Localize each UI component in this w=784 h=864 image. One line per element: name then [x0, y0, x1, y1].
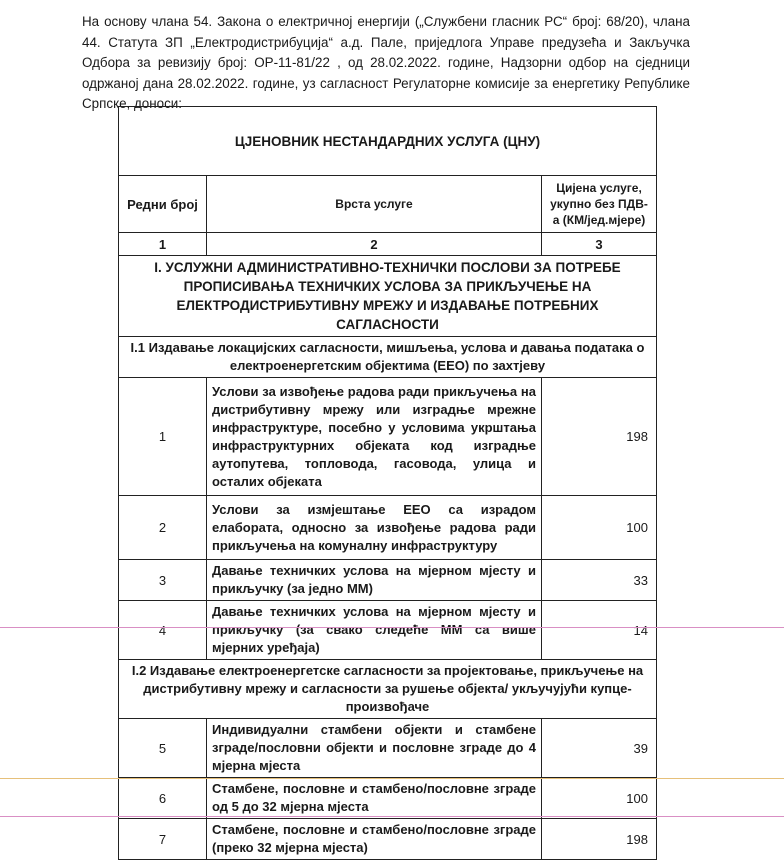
- row-number: 1: [119, 378, 207, 496]
- page-guide-line: [0, 816, 784, 817]
- row-description: Стамбене, пословне и стамбено/пословне зграде од 5 до 32 мјерна мјеста: [207, 778, 542, 819]
- row-price: 198: [542, 819, 657, 860]
- row-number: 2: [119, 496, 207, 560]
- subsection-row: [119, 660, 657, 719]
- row-price: 100: [542, 778, 657, 819]
- row-price: 14: [542, 601, 657, 660]
- row-description: Давање техничких услова на мјерном мјесту и прикључку (за свако следеће ММ са више мјерних уређаја): [207, 601, 542, 660]
- subsection-row: [119, 337, 657, 378]
- row-description: Индивидуални стамбени објекти и стамбене зграде/пословни објекти и пословне зграде до 4 мјерна мјеста: [207, 719, 542, 778]
- col-number: 2: [207, 233, 542, 256]
- price-list-table: [118, 106, 657, 860]
- row-price: 39: [542, 719, 657, 778]
- row-price: 198: [542, 378, 657, 496]
- row-description: Услови за измјештање ЕЕО са израдом елабората, односно за извођење радова ради прикључења на комуналну инфраструктуру: [207, 496, 542, 560]
- row-number: 5: [119, 719, 207, 778]
- section-row: [119, 256, 657, 337]
- col-number: 3: [542, 233, 657, 256]
- page-guide-line: [0, 778, 784, 779]
- row-price: 33: [542, 560, 657, 601]
- intro-paragraph: На основу члана 54. Закона о електричној енергији („Службени гласник РС“ број: 68/20), члана 44. Статута ЗП „Електродистрибуција“ а.д. Пале, приједлога Управе предузећа и Закључка Одбора за ревизију број: ОР-11-81/22 , од 28.02.2022. године, Надзорни одбор на сједници одржаној дана 28.02.2022. године, уз сагласност Регулаторне комисије за енергетику Републике Српске, доноси:: [82, 14, 690, 111]
- section-title: I. УСЛУЖНИ АДМИНИСТРАТИВНО-ТЕХНИЧКИ ПОСЛОВИ ЗА ПОТРЕБЕ ПРОПИСИВАЊА ТЕХНИЧКИХ УСЛОВА ЗА ПРИКЉУЧЕЊЕ НА ЕЛЕКТРОДИСТРИБУТИВНУ МРЕЖУ И ИЗДАВАЊЕ ПОТРЕБНИХ САГЛАСНОСТИ: [119, 256, 657, 337]
- table-title: ЦЈЕНОВНИК НЕСТАНДАРДНИХ УСЛУГА (ЦНУ): [119, 107, 657, 176]
- row-description: Стамбене, пословне и стамбено/пословне зграде (преко 32 мјерна мјеста): [207, 819, 542, 860]
- table-row: [119, 496, 657, 560]
- subsection-title: I.2 Издавање електроенергетске сагласности за пројектовање, прикључење на дистрибутивну мрежу и сагласности за рушење објекта/ укључујући купце-произвођаче: [119, 660, 657, 719]
- row-number: 4: [119, 601, 207, 660]
- row-number: 6: [119, 778, 207, 819]
- table-row: [119, 719, 657, 778]
- row-number: 3: [119, 560, 207, 601]
- table-row: [119, 601, 657, 660]
- table-row: [119, 778, 657, 819]
- table-row: [119, 378, 657, 496]
- table-row: [119, 819, 657, 860]
- column-header-row: [119, 176, 657, 233]
- row-description: Давање техничких услова на мјерном мјесту и прикључку (за једно ММ): [207, 560, 542, 601]
- table-title-row: [119, 107, 657, 176]
- row-number: 7: [119, 819, 207, 860]
- col-number: 1: [119, 233, 207, 256]
- col-header-service: Врста услуге: [207, 176, 542, 233]
- page-guide-line: [0, 627, 784, 628]
- col-header-number: Редни број: [119, 176, 207, 233]
- subsection-title: I.1 Издавање локацијских сагласности, мишљења, услова и давања података о електроенергетским објектима (ЕЕО) по захтјеву: [119, 337, 657, 378]
- column-number-row: [119, 233, 657, 256]
- row-description: Услови за извођење радова ради прикључења на дистрибутивну мрежу или изградње мрежне инфраструктуре, посебно у условима укрштања инфраструктурних објеката код изградње аутопутева, топловода, гасовода, улица и осталих објеката: [207, 378, 542, 496]
- table-row: [119, 560, 657, 601]
- col-header-price: Цијена услуге, укупно без ПДВ-а (КМ/јед.мјере): [542, 176, 657, 233]
- row-price: 100: [542, 496, 657, 560]
